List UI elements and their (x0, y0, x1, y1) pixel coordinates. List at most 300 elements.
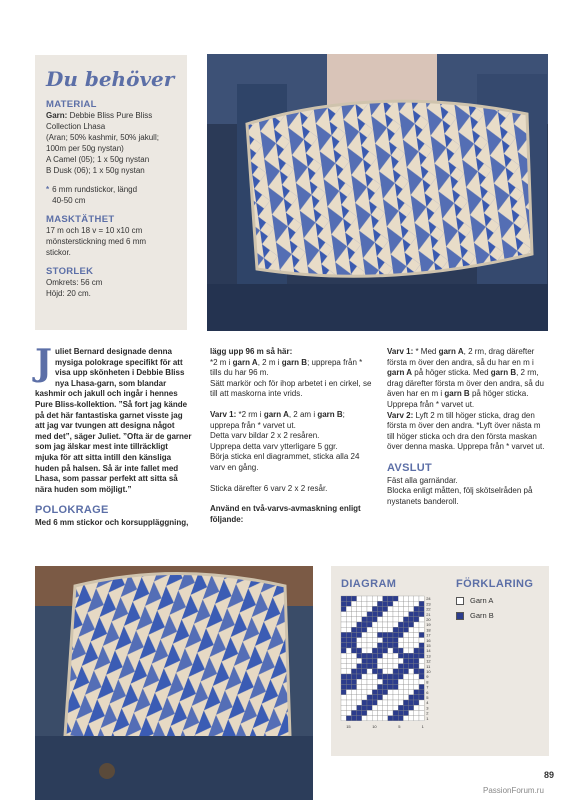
chart-cell (372, 679, 377, 684)
chart-cell (414, 638, 419, 643)
chart-cell (403, 669, 408, 674)
chart-cell (341, 606, 346, 611)
chart-cell (362, 710, 367, 715)
page-number: 89 (544, 770, 555, 780)
chart-cell (388, 684, 393, 689)
chart-cell (377, 638, 382, 643)
chart-cell (362, 643, 367, 648)
intro-column (35, 342, 192, 539)
chart-cell (357, 716, 362, 721)
chart-cell (398, 632, 403, 637)
chart-cell (414, 695, 419, 700)
chart-cell (414, 643, 419, 648)
chart-cell (409, 669, 414, 674)
sidebar-title: Du behöver (46, 67, 175, 91)
bind-off-round1: Varv 1: * Med garn A, 2 rm, drag därefter första m över den andra, så du har en m i garn A på höger sticka. Med garn B, 2 rm, drag därefter första m över den andra, så du även har en m i garn B på höger sticka. Upprepa från * varvet ut. Varv 2: Lyft 2 m till höger sticka, drag den första m över den andra. *Lyft över nästa m till höger sticka och dra den första maskan över denna maska. Upprepa från * varvet ut. (387, 347, 545, 452)
chart-cell (357, 648, 362, 653)
chart-cell (372, 664, 377, 669)
chart-cell (367, 695, 372, 700)
chart-cell (377, 622, 382, 627)
chart-cell (377, 705, 382, 710)
chart-cell (409, 710, 414, 715)
chart-cell (367, 648, 372, 653)
chart-cell (346, 596, 351, 601)
chart-row-label: 18 (426, 627, 431, 633)
chart-cell (388, 653, 393, 658)
chart-cell (341, 632, 346, 637)
chart-cell (367, 700, 372, 705)
chart-cell (357, 710, 362, 715)
chart-row-label: 6 (426, 689, 429, 695)
chart-row-label: 4 (426, 700, 429, 706)
chart-cell (393, 632, 398, 637)
chart-cell (341, 705, 346, 710)
chart-cell (419, 612, 424, 617)
chart-cell (367, 653, 372, 658)
chart-cell (419, 690, 424, 695)
chart-cell (403, 716, 408, 721)
chart-cell (341, 690, 346, 695)
chart-cell (351, 638, 356, 643)
chart-cell (346, 674, 351, 679)
chart-row-label: 19 (426, 622, 431, 628)
chart-cell (367, 601, 372, 606)
chart-cell (383, 612, 388, 617)
chart-cell (388, 716, 393, 721)
chart-cell (357, 622, 362, 627)
chart-cell (393, 690, 398, 695)
chart-cell (372, 612, 377, 617)
chart-col-label: 10 (372, 723, 377, 729)
chart-cell (346, 601, 351, 606)
chart-cell (372, 653, 377, 658)
chart-cell (367, 684, 372, 689)
watermark: PassionForum.ru (483, 786, 544, 795)
chart-cell (403, 638, 408, 643)
chart-cell (388, 690, 393, 695)
chart-cell (398, 700, 403, 705)
chart-cell (351, 617, 356, 622)
chart-cell (346, 690, 351, 695)
chart-cell (403, 606, 408, 611)
bullet-star-icon: * (46, 185, 50, 194)
chart-cell (346, 638, 351, 643)
chart-cell (419, 674, 424, 679)
chart-cell (377, 643, 382, 648)
chart-cell (357, 669, 362, 674)
chart-cell (388, 664, 393, 669)
chart-row-label: 14 (426, 648, 431, 654)
chart-cell (383, 606, 388, 611)
chart-cell (377, 710, 382, 715)
chart-row-label: 16 (426, 637, 431, 643)
chart-cell (419, 679, 424, 684)
bind-off-column (387, 347, 550, 517)
chart-cell (419, 716, 424, 721)
chart-row-label: 11 (426, 663, 431, 669)
chart-cell (367, 596, 372, 601)
chart-row-label: 13 (426, 653, 431, 659)
knitting-chart (339, 594, 454, 749)
chart-cell (341, 653, 346, 658)
chart-cell (372, 690, 377, 695)
chart-cell (388, 617, 393, 622)
chart-cell (393, 643, 398, 648)
chart-cell (351, 710, 356, 715)
instructions-column (210, 347, 373, 535)
diagram-box (331, 566, 549, 756)
chart-cell (346, 679, 351, 684)
chart-cell (357, 627, 362, 632)
chart-cell (388, 710, 393, 715)
chart-cell (419, 658, 424, 663)
chart-cell (346, 612, 351, 617)
chart-cell (398, 695, 403, 700)
size-heading: STORLEK (46, 266, 94, 277)
chart-cell (341, 601, 346, 606)
chart-cell (383, 669, 388, 674)
chart-cell (383, 638, 388, 643)
chart-cell (367, 612, 372, 617)
chart-cell (393, 601, 398, 606)
chart-cell (367, 705, 372, 710)
chart-cell (409, 643, 414, 648)
chart-cell (393, 700, 398, 705)
chart-cell (351, 684, 356, 689)
chart-cell (388, 674, 393, 679)
chart-cell (414, 679, 419, 684)
chart-cell (383, 648, 388, 653)
chart-cell (362, 700, 367, 705)
chart-cell (346, 643, 351, 648)
chart-cell (341, 617, 346, 622)
chart-cell (398, 653, 403, 658)
chart-cell (388, 638, 393, 643)
chart-cell (372, 669, 377, 674)
chart-cell (341, 679, 346, 684)
chart-cell (357, 664, 362, 669)
chart-cell (341, 664, 346, 669)
chart-row-label: 23 (426, 601, 431, 607)
chart-cell (372, 695, 377, 700)
chart-cell (398, 601, 403, 606)
chart-cell (414, 658, 419, 663)
material-heading: MATERIAL (46, 99, 97, 110)
chart-cell (409, 596, 414, 601)
cowl-photo-bottom (35, 566, 313, 800)
chart-cell (409, 664, 414, 669)
chart-cell (362, 690, 367, 695)
chart-cell (403, 653, 408, 658)
chart-cell (414, 705, 419, 710)
ribbing-paragraph: Sticka därefter 6 varv 2 x 2 resår. (210, 483, 328, 493)
chart-cell (341, 643, 346, 648)
chart-cell (346, 705, 351, 710)
chart-cell (377, 684, 382, 689)
chart-cell (403, 601, 408, 606)
chart-cell (398, 684, 403, 689)
chart-cell (377, 700, 382, 705)
chart-cell (372, 658, 377, 663)
chart-cell (357, 653, 362, 658)
chart-row-label: 8 (426, 679, 429, 685)
chart-cell (351, 612, 356, 617)
avslut-heading: AVSLUT (387, 461, 432, 474)
chart-cell (357, 606, 362, 611)
chart-row-label: 3 (426, 705, 429, 711)
chart-cell (357, 601, 362, 606)
chart-cell (388, 627, 393, 632)
chart-cell (403, 705, 408, 710)
chart-cell (362, 606, 367, 611)
chart-cell (403, 695, 408, 700)
chart-cell (414, 596, 419, 601)
swatch-garn-a (456, 597, 464, 605)
chart-cell (372, 716, 377, 721)
chart-cell (398, 669, 403, 674)
chart-cell (398, 658, 403, 663)
chart-cell (383, 664, 388, 669)
chart-cell (367, 643, 372, 648)
chart-cell (414, 648, 419, 653)
chart-cell (377, 648, 382, 653)
chart-cell (383, 653, 388, 658)
chart-cell (341, 700, 346, 705)
chart-cell (419, 700, 424, 705)
chart-cell (357, 632, 362, 637)
chart-cell (403, 700, 408, 705)
chart-cell (383, 710, 388, 715)
chart-cell (383, 596, 388, 601)
chart-cell (351, 648, 356, 653)
chart-cell (419, 664, 424, 669)
chart-cell (346, 664, 351, 669)
chart-cell (388, 606, 393, 611)
chart-cell (377, 716, 382, 721)
chart-cell (403, 658, 408, 663)
chart-cell (419, 638, 424, 643)
chart-cell (414, 617, 419, 622)
chart-cell (414, 716, 419, 721)
chart-cell (419, 653, 424, 658)
chart-cell (357, 674, 362, 679)
chart-row-label: 15 (426, 643, 431, 648)
polokrage-heading: POLOKRAGE (35, 504, 109, 517)
chart-cell (419, 596, 424, 601)
chart-cell (393, 674, 398, 679)
chart-cell (362, 622, 367, 627)
chart-cell (362, 638, 367, 643)
chart-cell (388, 669, 393, 674)
chart-cell (346, 658, 351, 663)
chart-cell (362, 653, 367, 658)
chart-cell (372, 643, 377, 648)
chart-cell (377, 653, 382, 658)
chart-cell (351, 601, 356, 606)
chart-row-label: 22 (426, 606, 431, 612)
chart-cell (388, 648, 393, 653)
chart-cell (372, 606, 377, 611)
chart-col-label: 1 (421, 723, 424, 729)
chart-cell (393, 612, 398, 617)
chart-cell (388, 700, 393, 705)
chart-cell (398, 643, 403, 648)
chart-cell (393, 606, 398, 611)
chart-cell (393, 596, 398, 601)
chart-cell (393, 648, 398, 653)
chart-cell (414, 622, 419, 627)
chart-cell (351, 664, 356, 669)
chart-cell (372, 622, 377, 627)
chart-cell (351, 606, 356, 611)
chart-cell (372, 601, 377, 606)
chart-cell (388, 632, 393, 637)
chart-cell (346, 632, 351, 637)
chart-cell (419, 617, 424, 622)
chart-cell (341, 596, 346, 601)
chart-cell (409, 622, 414, 627)
chart-cell (367, 716, 372, 721)
chart-row-label: 17 (426, 632, 431, 638)
chart-cell (383, 695, 388, 700)
dropcap: J (35, 342, 53, 384)
chart-cell (377, 674, 382, 679)
chart-cell (409, 658, 414, 663)
chart-cell (362, 612, 367, 617)
chart-cell (377, 601, 382, 606)
chart-cell (351, 643, 356, 648)
chart-cell (419, 601, 424, 606)
chart-cell (388, 622, 393, 627)
chart-cell (346, 669, 351, 674)
chart-cell (346, 716, 351, 721)
chart-cell (403, 627, 408, 632)
chart-cell (362, 664, 367, 669)
chart-cell (409, 612, 414, 617)
legend-heading: FÖRKLARING (456, 578, 534, 590)
chart-cell (351, 627, 356, 632)
chart-cell (403, 632, 408, 637)
chart-cell (403, 622, 408, 627)
chart-cell (357, 596, 362, 601)
chart-cell (372, 684, 377, 689)
chart-cell (351, 705, 356, 710)
chart-cell (372, 705, 377, 710)
chart-cell (393, 627, 398, 632)
chart-cell (398, 612, 403, 617)
chart-cell (367, 627, 372, 632)
chart-cell (346, 617, 351, 622)
chart-cell (414, 627, 419, 632)
chart-cell (414, 606, 419, 611)
chart-cell (341, 684, 346, 689)
chart-cell (346, 606, 351, 611)
chart-row-label: 10 (426, 669, 431, 674)
chart-cell (419, 684, 424, 689)
legend-item-garn-a: Garn A (456, 596, 533, 605)
chart-cell (419, 648, 424, 653)
diagram-heading: DIAGRAM (341, 578, 397, 590)
gauge-text: 17 m och 18 v = 10 x10 cm mönsterstickning med 6 mm stickor. (46, 226, 147, 257)
chart-cell (388, 658, 393, 663)
chart-cell (346, 653, 351, 658)
chart-cell (367, 679, 372, 684)
chart-cell (398, 716, 403, 721)
chart-row-label: 2 (426, 710, 429, 716)
chart-cell (393, 617, 398, 622)
chart-cell (341, 622, 346, 627)
chart-cell (362, 601, 367, 606)
chart-cell (398, 622, 403, 627)
chart-cell (388, 643, 393, 648)
swatch-garn-b (456, 612, 464, 620)
chart-cell (409, 716, 414, 721)
chart-cell (357, 638, 362, 643)
chart-cell (372, 710, 377, 715)
chart-cell (398, 664, 403, 669)
chart-row-label: 5 (426, 695, 429, 700)
chart-cell (398, 690, 403, 695)
chart-cell (414, 710, 419, 715)
chart-cell (357, 700, 362, 705)
chart-cell (367, 617, 372, 622)
chart-cell (393, 705, 398, 710)
chart-cell (341, 612, 346, 617)
chart-cell (383, 679, 388, 684)
chart-cell (377, 679, 382, 684)
chart-cell (383, 658, 388, 663)
chart-cell (357, 617, 362, 622)
chart-cell (414, 674, 419, 679)
chart-cell (393, 669, 398, 674)
chart-cell (388, 705, 393, 710)
chart-cell (383, 705, 388, 710)
chart-cell (383, 632, 388, 637)
chart-cell (367, 638, 372, 643)
chart-cell (388, 612, 393, 617)
chart-cell (362, 695, 367, 700)
chart-cell (351, 674, 356, 679)
chart-cell (341, 674, 346, 679)
chart-cell (346, 648, 351, 653)
chart-cell (409, 638, 414, 643)
chart-cell (398, 627, 403, 632)
chart-cell (419, 632, 424, 637)
chart-cell (403, 674, 408, 679)
intro-paragraph: Juliet Bernard designade denna mysiga polokrage specifikt för att visa upp skönheten i Debbie Bliss nya Lhasa-garn, som blandar kashmir och jakull och ingår i hennes Pure Bliss-kollektion. ”Så fort jag kände på det här fantastiska garnet visste jag att jag var tvungen att designa något med det”, säger Juliet. ”Ofta är de garner som jag älskar mest inte tillräckligt mjuka för att sitta intill den känsliga huden på halsen. Så är inte fallet med Lhasa, som passar perfekt att sitta så nära huden som möjligt.” (35, 342, 192, 494)
chart-cell (383, 716, 388, 721)
chart-cell (393, 710, 398, 715)
chart-cell (377, 695, 382, 700)
chart-cell (377, 658, 382, 663)
chart-cell (403, 679, 408, 684)
chart-cell (383, 601, 388, 606)
chart-cell (362, 627, 367, 632)
chart-cell (377, 690, 382, 695)
gauge-heading: MASKTÄTHET (46, 214, 115, 225)
chart-cell (383, 700, 388, 705)
chart-cell (393, 716, 398, 721)
chart-cell (341, 658, 346, 663)
chart-cell (351, 622, 356, 627)
chart-cell (351, 632, 356, 637)
chart-cell (346, 700, 351, 705)
chart-cell (409, 705, 414, 710)
chart-cell (351, 596, 356, 601)
yarn-text: Garn: Debbie Bliss Pure Bliss Collection Lhasa (Aran; 50% kashmir, 50% jakull; 100m per 50g nystan) A Camel (05); 1 x 50g nystan B Dusk (06); 1 x 50g nystan (46, 111, 159, 175)
chart-cell (372, 617, 377, 622)
chart-cell (351, 653, 356, 658)
